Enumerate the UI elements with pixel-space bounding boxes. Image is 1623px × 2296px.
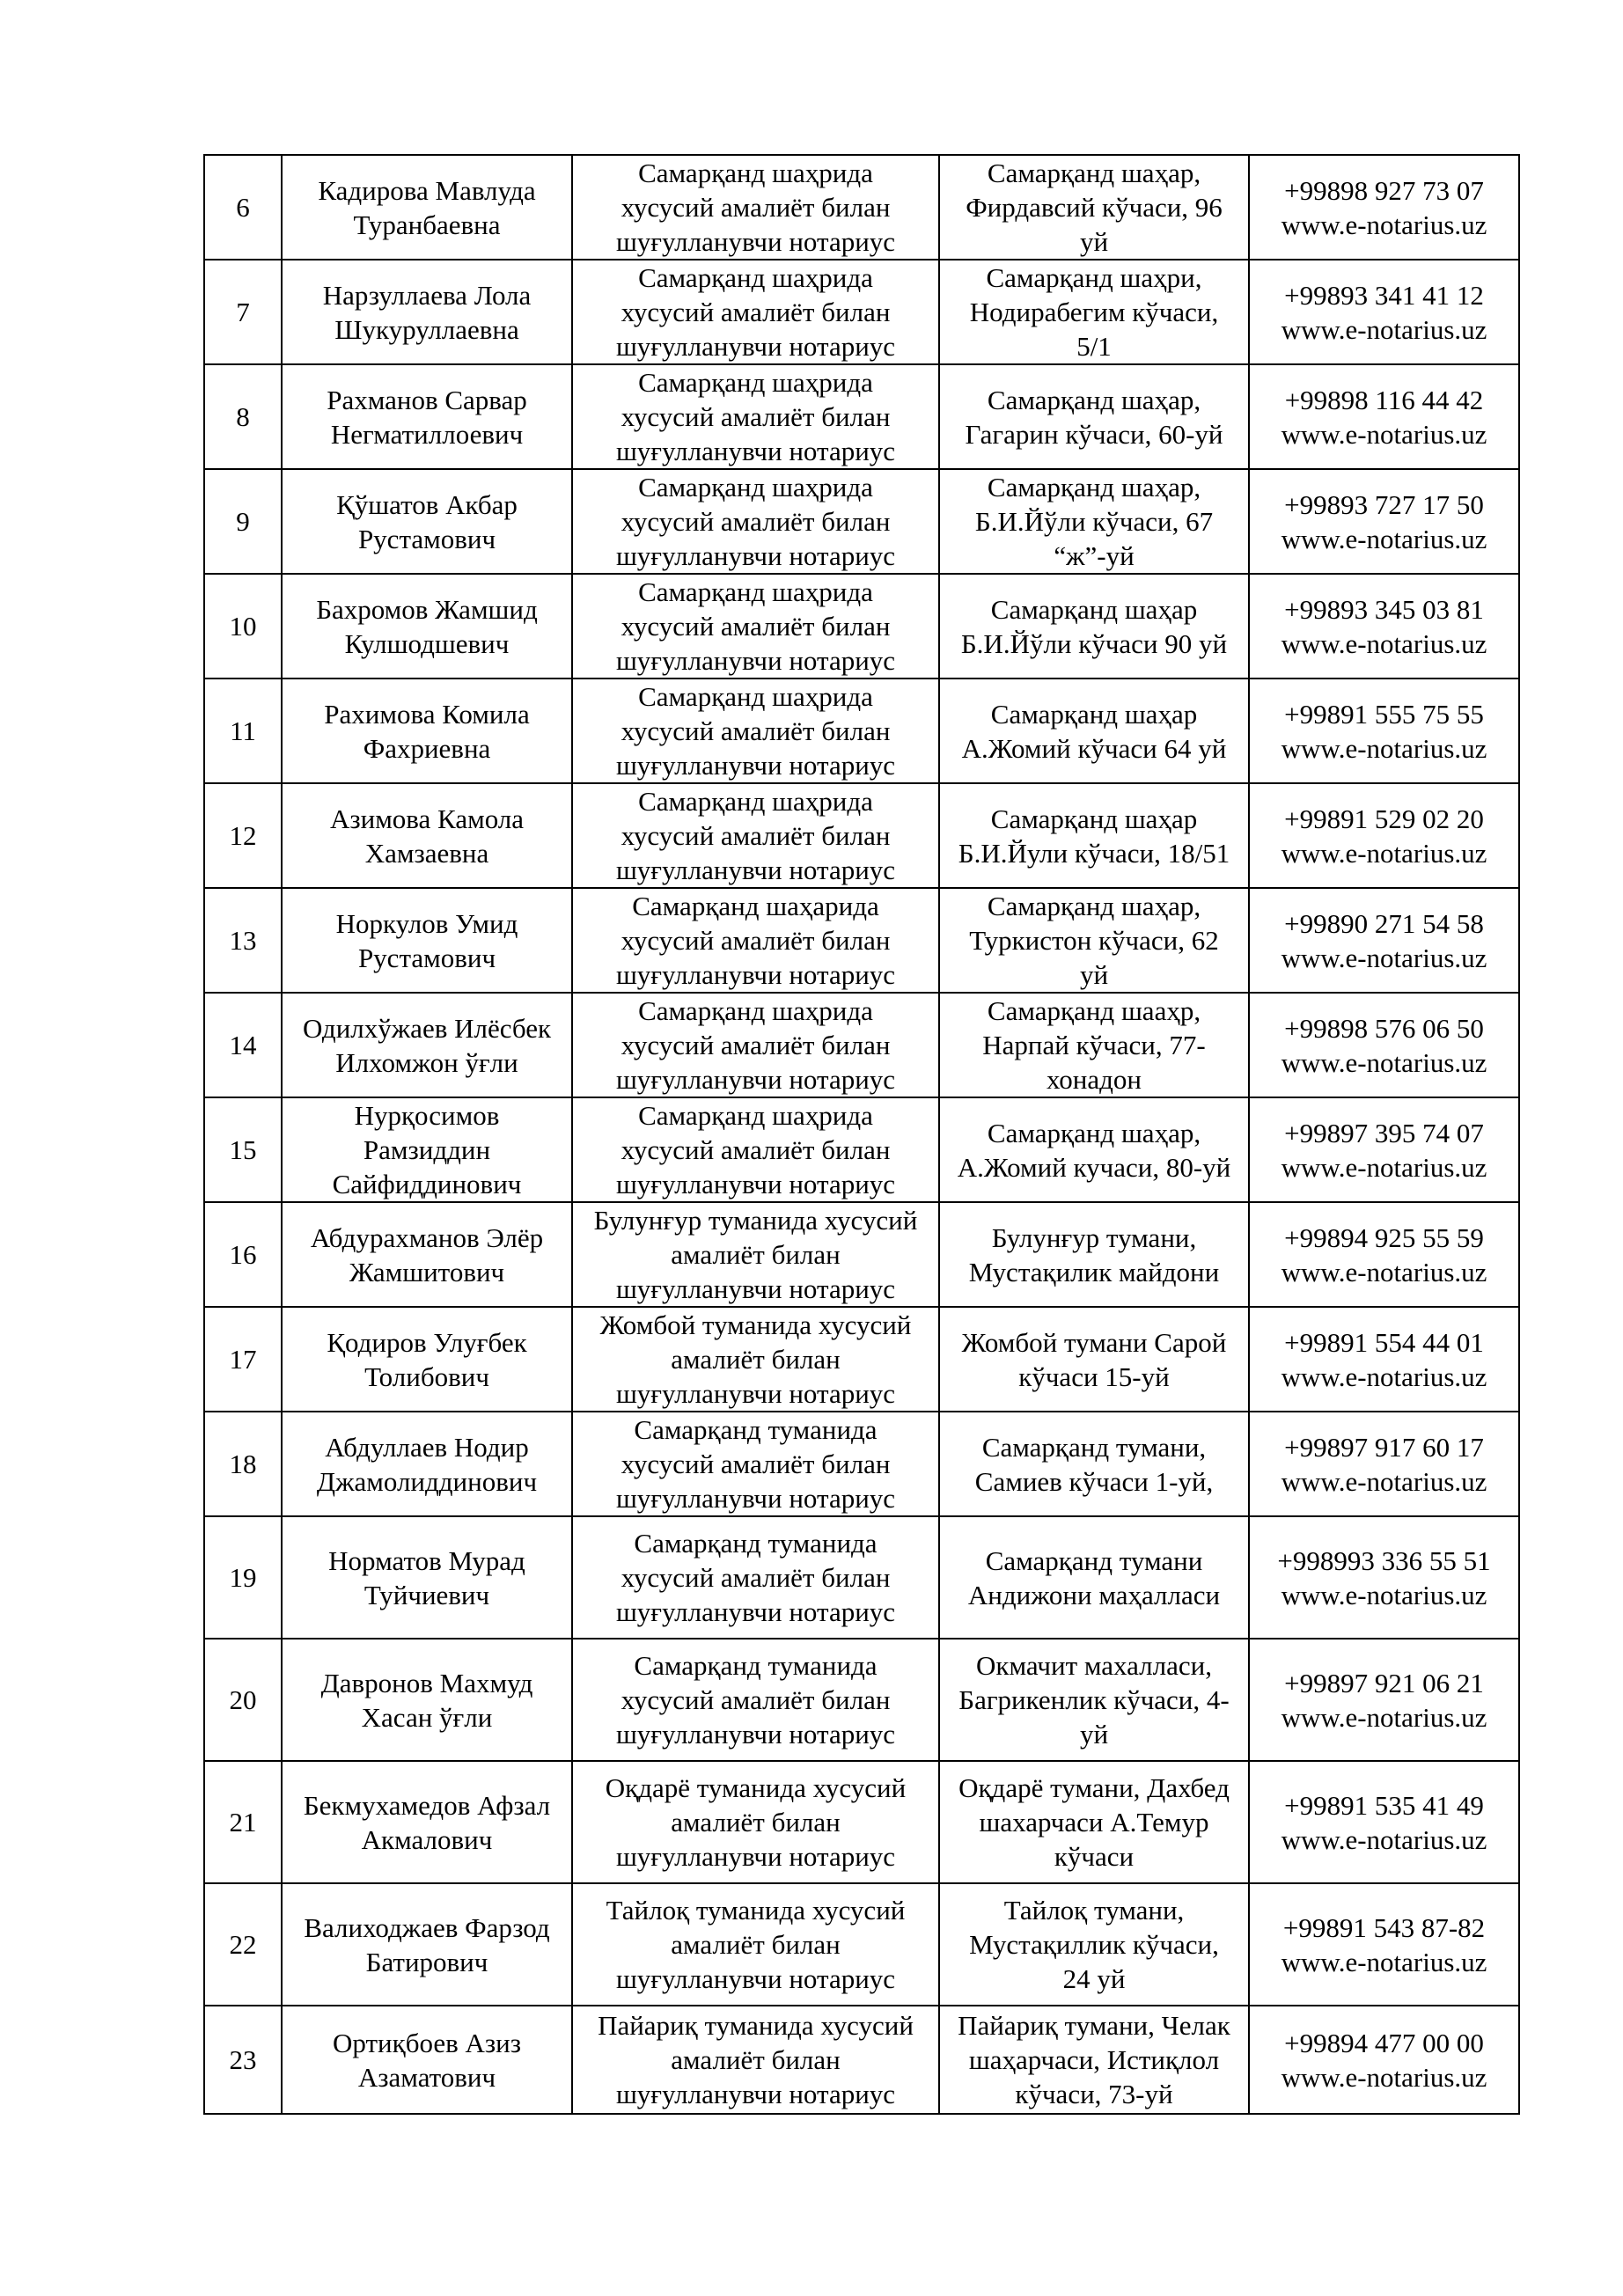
notary-description-line: Самарқанд туманида: [634, 1414, 878, 1445]
notary-name-line: Азимова Камола: [329, 803, 525, 834]
notary-address-line: шаҳарчаси, Истиқлол: [968, 2044, 1220, 2075]
notary-description-line: амалиёт билан: [671, 1929, 841, 1960]
notary-description: [572, 1097, 939, 1202]
notary-contact: [1249, 1761, 1519, 1883]
notary-name: [282, 2006, 572, 2114]
table-row: [204, 1516, 1519, 1639]
phone-number: +99893 341 41 12: [1284, 279, 1484, 311]
notary-description: [572, 1412, 939, 1516]
notary-contact: [1249, 364, 1519, 469]
row-number: 21: [204, 1761, 282, 1883]
phone-number: +99891 529 02 20: [1284, 803, 1484, 834]
notary-description: [572, 993, 939, 1097]
phone-number: +99891 554 44 01: [1284, 1326, 1484, 1358]
notary-description-line: хусусий амалиёт билан: [621, 401, 891, 432]
website-link[interactable]: www.e-notarius.uz: [1281, 1946, 1487, 1977]
notary-address-line: Самарқанд шаҳар,: [987, 384, 1201, 415]
website-link[interactable]: www.e-notarius.uz: [1281, 1256, 1487, 1287]
row-number: 10: [204, 574, 282, 679]
notary-name: [282, 1883, 572, 2006]
notary-description-line: Пайариқ туманида хусусий: [598, 2010, 914, 2041]
notary-name: [282, 260, 572, 364]
notary-name: [282, 1202, 572, 1307]
notary-address-line: Нодирабегим кўчаси,: [969, 297, 1219, 327]
notary-description-line: шуғулланувчи нотариус: [615, 1841, 896, 1872]
notary-name: [282, 155, 572, 260]
website-link[interactable]: www.e-notarius.uz: [1281, 1701, 1487, 1733]
notary-address: [939, 260, 1249, 364]
phone-number: +99890 271 54 58: [1284, 907, 1484, 939]
notary-name-line: Хасан ўғли: [361, 1701, 493, 1733]
notary-address: [939, 993, 1249, 1097]
notary-name-line: Нурқосимов: [354, 1100, 500, 1131]
notary-address-line: кўчаси: [1054, 1841, 1135, 1872]
notary-description: [572, 888, 939, 993]
notary-description-line: шуғулланувчи нотариус: [615, 959, 896, 990]
row-number: 11: [204, 679, 282, 783]
row-number: 23: [204, 2006, 282, 2114]
table-row: [204, 469, 1519, 574]
notary-description-line: хусусий амалиёт билан: [621, 1684, 891, 1715]
notary-name-line: Рахманов Сарвар: [327, 384, 527, 415]
notary-address-line: кўчаси, 73-уй: [1015, 2079, 1173, 2109]
notary-address: [939, 1761, 1249, 1883]
notary-address-line: Нарпай кўчаси, 77-: [982, 1030, 1206, 1060]
notary-contact: [1249, 1202, 1519, 1307]
notary-description-line: Оқдарё туманида хусусий: [605, 1772, 907, 1803]
row-number: 17: [204, 1307, 282, 1412]
notary-description: [572, 155, 939, 260]
notary-description-line: шуғулланувчи нотариус: [615, 1169, 896, 1199]
notary-description-line: Самарқанд туманида: [634, 1528, 878, 1559]
notary-description-line: шуғулланувчи нотариус: [615, 1596, 896, 1627]
notary-address-line: Пайариқ тумани, Челак: [958, 2010, 1230, 2041]
website-link[interactable]: www.e-notarius.uz: [1281, 1046, 1487, 1078]
phone-number: +99894 925 55 59: [1284, 1221, 1484, 1253]
notary-address-line: “ж”-уй: [1054, 540, 1135, 571]
website-link[interactable]: www.e-notarius.uz: [1281, 942, 1487, 973]
notary-address-line: Самиев кўчаси 1-уй,: [974, 1465, 1214, 1497]
notary-name: [282, 1516, 572, 1639]
notary-name: [282, 364, 572, 469]
row-number: 12: [204, 783, 282, 888]
notary-contact: [1249, 1516, 1519, 1639]
notary-description-line: амалиёт билан: [671, 1344, 841, 1375]
row-number: 8: [204, 364, 282, 469]
row-number: 22: [204, 1883, 282, 2006]
notary-name-line: Жамшитович: [349, 1256, 505, 1287]
notary-description-line: Тайлоқ туманида хусусий: [606, 1895, 906, 1926]
notary-address-line: Самарқанд шаҳар: [990, 803, 1198, 834]
notary-description: [572, 783, 939, 888]
notary-description-line: шуғулланувчи нотариус: [615, 540, 896, 571]
notary-contact: [1249, 1639, 1519, 1761]
notary-address-line: Фирдавсий кўчаси, 96: [966, 192, 1223, 223]
notary-address-line: Б.И.Йўли кўчаси, 67: [974, 506, 1214, 537]
notary-address: [939, 679, 1249, 783]
notary-address-line: кўчаси 15-уй: [1018, 1361, 1170, 1392]
website-link[interactable]: www.e-notarius.uz: [1281, 837, 1487, 869]
notary-description-line: Самарқанд шаҳрида: [638, 576, 873, 607]
table-row: [204, 679, 1519, 783]
phone-number: +99893 727 17 50: [1284, 488, 1484, 520]
notary-name-line: Давронов Махмуд: [320, 1667, 533, 1698]
notary-address-line: Багрикенлик кўчаси, 4-: [958, 1684, 1230, 1715]
notary-description-line: амалиёт билан: [671, 1239, 841, 1270]
row-number: 13: [204, 888, 282, 993]
notary-name: [282, 679, 572, 783]
table-row: [204, 1761, 1519, 1883]
notary-name-line: Норматов Мурад: [328, 1544, 525, 1576]
notary-address-line: Самарқанд тумани: [985, 1544, 1203, 1576]
notary-address-line: шахарчаси А.Темур: [979, 1807, 1209, 1838]
website-link[interactable]: www.e-notarius.uz: [1281, 523, 1487, 554]
notary-address: [939, 1639, 1249, 1761]
notary-name-line: Қўшатов Акбар: [336, 488, 518, 520]
notary-description-line: Самарқанд шаҳрида: [638, 1100, 873, 1131]
notary-description-line: хусусий амалиёт билан: [621, 1030, 891, 1060]
notary-name-line: Рустамович: [357, 942, 496, 973]
notary-description-line: Жомбой туманида хусусий: [599, 1309, 912, 1340]
phone-number: +99897 917 60 17: [1284, 1431, 1484, 1463]
row-number: 18: [204, 1412, 282, 1516]
notary-name-line: Бахромов Жамшид: [316, 593, 538, 625]
notary-description-line: шуғулланувчи нотариус: [615, 645, 896, 676]
notary-table-body: [204, 155, 1519, 2114]
notary-address-line: уй: [1079, 226, 1109, 257]
notary-description-line: Самарқанд шаҳрида: [638, 786, 873, 817]
website-link[interactable]: www.e-notarius.uz: [1281, 1151, 1487, 1183]
notary-description-line: шуғулланувчи нотариус: [615, 331, 896, 362]
notary-name: [282, 1307, 572, 1412]
row-number: 9: [204, 469, 282, 574]
notary-address-line: 24 уй: [1062, 1963, 1126, 1994]
notary-address-line: Самарқанд шаҳар: [990, 593, 1198, 625]
notary-name: [282, 574, 572, 679]
website-link[interactable]: www.e-notarius.uz: [1281, 418, 1487, 450]
notary-name-line: Сайфиддинович: [332, 1169, 522, 1199]
notary-address: [939, 1883, 1249, 2006]
table-row: [204, 1097, 1519, 1202]
notary-name-line: Қодиров Улуғбек: [327, 1326, 527, 1358]
notary-description-line: хусусий амалиёт билан: [621, 1134, 891, 1165]
notary-name: [282, 1412, 572, 1516]
notary-address-line: Андижони маҳалласи: [967, 1579, 1221, 1610]
notary-address-line: Тайлоқ тумани,: [1003, 1895, 1185, 1926]
notary-description-line: шуғулланувчи нотариус: [615, 226, 896, 257]
row-number: 6: [204, 155, 282, 260]
notary-description-line: Самарқанд шаҳрида: [638, 995, 873, 1026]
notary-address-line: уй: [1079, 1719, 1109, 1750]
notary-name-line: Негматиллоевич: [330, 418, 524, 450]
notary-contact: [1249, 993, 1519, 1097]
table-row: [204, 888, 1519, 993]
notary-address: [939, 574, 1249, 679]
notary-description-line: Самарқанд шаҳрида: [638, 158, 873, 188]
notary-description: [572, 574, 939, 679]
notary-contact: [1249, 1307, 1519, 1412]
notary-table: [203, 154, 1520, 2115]
notary-description-line: Самарқанд шаҳрида: [638, 472, 873, 502]
notary-description: [572, 469, 939, 574]
notary-address-line: А.Жомий кучаси, 80-уй: [957, 1151, 1231, 1183]
notary-address-line: А.Жомий кўчаси 64 уй: [961, 732, 1227, 764]
notary-name-line: Нарзуллаева Лола: [322, 279, 532, 311]
phone-number: +99898 927 73 07: [1284, 174, 1484, 206]
notary-name-line: Бекмухамедов Афзал: [303, 1789, 551, 1821]
phone-number: +99891 535 41 49: [1284, 1789, 1484, 1821]
notary-name: [282, 1761, 572, 1883]
notary-address-line: Самарқанд шаҳар,: [987, 891, 1201, 921]
notary-address-line: Самарқанд шаҳри,: [986, 262, 1202, 293]
notary-name-line: Хамзаевна: [364, 837, 489, 869]
notary-contact: [1249, 155, 1519, 260]
notary-name: [282, 469, 572, 574]
notary-name-line: Фахриевна: [363, 732, 491, 764]
notary-description: [572, 1883, 939, 2006]
notary-address-line: Б.И.Йўли кўчаси 90 уй: [960, 627, 1228, 659]
notary-address: [939, 888, 1249, 993]
notary-description-line: шуғулланувчи нотариус: [615, 1483, 896, 1514]
website-link[interactable]: www.e-notarius.uz: [1281, 2061, 1487, 2093]
notary-address-line: 5/1: [1076, 331, 1112, 362]
notary-description-line: Самарқанд шаҳрида: [638, 681, 873, 712]
notary-name: [282, 1639, 572, 1761]
notary-description: [572, 364, 939, 469]
table-row: [204, 574, 1519, 679]
notary-address: [939, 2006, 1249, 2114]
phone-number: +99897 921 06 21: [1284, 1667, 1484, 1698]
notary-description-line: хусусий амалиёт билан: [621, 925, 891, 956]
notary-name-line: Ортиқбоев Азиз: [333, 2027, 521, 2058]
notary-description-line: хусусий амалиёт билан: [621, 611, 891, 642]
notary-description-line: хусусий амалиёт билан: [621, 820, 891, 851]
notary-name-line: Валиходжаев Фарзод: [304, 1911, 550, 1943]
notary-contact: [1249, 469, 1519, 574]
notary-description-line: шуғулланувчи нотариус: [615, 2079, 896, 2109]
notary-description-line: амалиёт билан: [671, 1807, 841, 1838]
notary-name-line: Рустамович: [357, 523, 496, 554]
website-link[interactable]: www.e-notarius.uz: [1281, 313, 1487, 345]
phone-number: +99897 395 74 07: [1284, 1117, 1484, 1148]
notary-name-line: Кадирова Мавлуда: [318, 174, 536, 206]
notary-address-line: Мустақилик майдони: [968, 1256, 1220, 1287]
notary-name-line: Абдурахманов Элёр: [310, 1221, 544, 1253]
notary-address-line: Окмачит махалласи,: [976, 1650, 1212, 1681]
notary-name: [282, 783, 572, 888]
notary-name-line: Кулшодшевич: [344, 627, 510, 659]
notary-description-line: хусусий амалиёт билан: [621, 192, 891, 223]
notary-address: [939, 469, 1249, 574]
notary-description-line: шуғулланувчи нотариус: [615, 1378, 896, 1409]
notary-description-line: шуғулланувчи нотариус: [615, 1064, 896, 1095]
notary-name-line: Одилхўжаев Илёсбек: [302, 1012, 552, 1044]
notary-contact: [1249, 1097, 1519, 1202]
notary-address-line: Булунғур тумани,: [991, 1221, 1197, 1253]
row-number: 15: [204, 1097, 282, 1202]
notary-description-line: Самарқанд шаҳрида: [638, 367, 873, 398]
notary-address: [939, 1516, 1249, 1639]
notary-address: [939, 1097, 1249, 1202]
phone-number: +99894 477 00 00: [1284, 2027, 1484, 2058]
notary-address: [939, 364, 1249, 469]
notary-contact: [1249, 2006, 1519, 2114]
notary-name-line: Рахимова Комила: [324, 698, 530, 730]
notary-description-line: Булунғур туманида хусусий: [593, 1205, 918, 1236]
notary-name-line: Толибович: [364, 1361, 489, 1392]
notary-address-line: хонадон: [1046, 1064, 1142, 1095]
notary-contact: [1249, 783, 1519, 888]
notary-address-line: Самарқанд шааҳр,: [987, 995, 1201, 1026]
notary-name-line: Абдуллаев Нодир: [325, 1431, 529, 1463]
notary-description-line: хусусий амалиёт билан: [621, 715, 891, 746]
notary-contact: [1249, 260, 1519, 364]
notary-address: [939, 783, 1249, 888]
website-link[interactable]: www.e-notarius.uz: [1281, 1361, 1487, 1392]
notary-description: [572, 1202, 939, 1307]
notary-contact: [1249, 1412, 1519, 1516]
notary-address-line: Жомбой тумани Сарой: [961, 1326, 1227, 1358]
notary-description: [572, 679, 939, 783]
notary-address-line: Мустақиллик кўчаси,: [969, 1929, 1219, 1960]
notary-address: [939, 1412, 1249, 1516]
notary-description-line: шуғулланувчи нотариус: [615, 1273, 896, 1304]
notary-address: [939, 1202, 1249, 1307]
notary-address-line: Оқдарё тумани, Дахбед: [958, 1772, 1230, 1803]
website-link[interactable]: www.e-notarius.uz: [1281, 209, 1487, 240]
notary-name-line: Джамолиддинович: [316, 1465, 538, 1497]
notary-name: [282, 888, 572, 993]
notary-contact: [1249, 888, 1519, 993]
table-row: [204, 364, 1519, 469]
notary-description-line: шуғулланувчи нотариус: [615, 1719, 896, 1750]
website-link[interactable]: www.e-notarius.uz: [1281, 1465, 1487, 1497]
notary-description-line: амалиёт билан: [671, 2044, 841, 2075]
notary-address-line: уй: [1079, 959, 1109, 990]
notary-name-line: Азаматович: [357, 2061, 496, 2093]
table-row: [204, 1202, 1519, 1307]
notary-name-line: Шукуруллаевна: [334, 313, 519, 345]
notary-name-line: Туйчиевич: [364, 1579, 490, 1610]
table-row: [204, 1307, 1519, 1412]
notary-description-line: хусусий амалиёт билан: [621, 506, 891, 537]
notary-description-line: хусусий амалиёт билан: [621, 1449, 891, 1479]
notary-description-line: шуғулланувчи нотариус: [615, 855, 896, 885]
notary-contact: [1249, 1883, 1519, 2006]
notary-address-line: Самарқанд тумани,: [981, 1431, 1207, 1463]
notary-name: [282, 1097, 572, 1202]
table-row: [204, 2006, 1519, 2114]
row-number: 7: [204, 260, 282, 364]
table-row: [204, 993, 1519, 1097]
notary-description-line: шуғулланувчи нотариус: [615, 436, 896, 466]
notary-name-line: Акмалович: [361, 1823, 493, 1855]
notary-description: [572, 1639, 939, 1761]
row-number: 16: [204, 1202, 282, 1307]
website-link[interactable]: www.e-notarius.uz: [1281, 1823, 1487, 1855]
row-number: 14: [204, 993, 282, 1097]
notary-description: [572, 260, 939, 364]
table-row: [204, 1883, 1519, 2006]
notary-description-line: Самарқанд шаҳрида: [638, 262, 873, 293]
notary-name-line: Норкулов Умид: [335, 907, 518, 939]
notary-description-line: хусусий амалиёт билан: [621, 297, 891, 327]
table-row: [204, 260, 1519, 364]
notary-description-line: хусусий амалиёт билан: [621, 1562, 891, 1593]
notary-description-line: шуғулланувчи нотариус: [615, 750, 896, 781]
notary-address-line: Гагарин кўчаси, 60-уй: [965, 418, 1223, 450]
notary-contact: [1249, 574, 1519, 679]
notary-name-line: Рамзиддин: [363, 1134, 491, 1165]
notary-name: [282, 993, 572, 1097]
notary-address-line: Самарқанд шаҳар,: [987, 158, 1201, 188]
row-number: 19: [204, 1516, 282, 1639]
notary-address: [939, 155, 1249, 260]
notary-address-line: Туркистон кўчаси, 62: [969, 925, 1219, 956]
table-row: [204, 783, 1519, 888]
notary-address: [939, 1307, 1249, 1412]
table-row: [204, 155, 1519, 260]
notary-address-line: Б.И.Йули кўчаси, 18/51: [958, 837, 1230, 869]
phone-number: +99898 116 44 42: [1284, 384, 1484, 415]
phone-number: +99891 543 87-82: [1282, 1911, 1486, 1943]
website-link[interactable]: www.e-notarius.uz: [1281, 1579, 1487, 1610]
notary-description: [572, 1516, 939, 1639]
table-row: [204, 1412, 1519, 1516]
notary-name-line: Батирович: [365, 1946, 488, 1977]
table-row: [204, 1639, 1519, 1761]
website-link[interactable]: www.e-notarius.uz: [1281, 627, 1487, 659]
notary-description-line: шуғулланувчи нотариус: [615, 1963, 896, 1994]
notary-description-line: Самарқанд туманида: [634, 1650, 878, 1681]
notary-address-line: Самарқанд шаҳар: [990, 698, 1198, 730]
notary-description: [572, 2006, 939, 2114]
notary-name-line: Туранбаевна: [353, 209, 501, 240]
notary-address-line: Самарқанд шаҳар,: [987, 472, 1201, 502]
website-link[interactable]: www.e-notarius.uz: [1281, 732, 1487, 764]
notary-name-line: Илхомжон ўғли: [335, 1046, 518, 1078]
phone-number: +998993 336 55 51: [1277, 1544, 1491, 1576]
notary-address-line: Самарқанд шаҳар,: [987, 1117, 1201, 1148]
notary-contact: [1249, 679, 1519, 783]
row-number: 20: [204, 1639, 282, 1761]
notary-description: [572, 1307, 939, 1412]
phone-number: +99893 345 03 81: [1284, 593, 1484, 625]
phone-number: +99898 576 06 50: [1284, 1012, 1484, 1044]
notary-description-line: Самарқанд шаҳарида: [632, 891, 879, 921]
notary-description: [572, 1761, 939, 1883]
phone-number: +99891 555 75 55: [1284, 698, 1484, 730]
